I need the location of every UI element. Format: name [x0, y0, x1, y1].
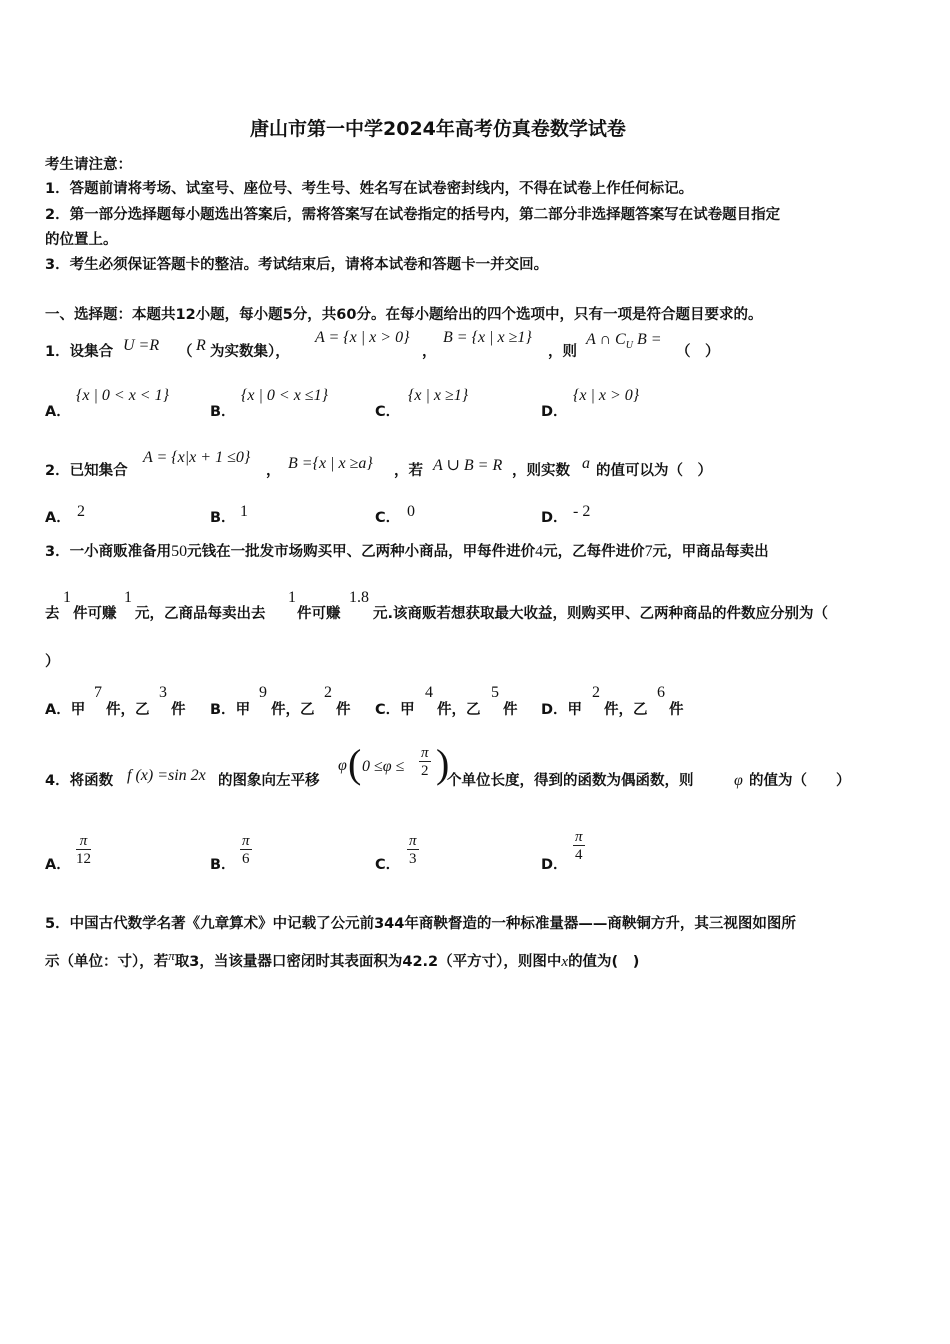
q2-option-label: D．	[541, 510, 568, 526]
q1-option-value: {x | 0 < x < 1}	[76, 387, 169, 404]
q3-option: A．甲	[45, 702, 86, 718]
question-4-paren-left: (	[348, 741, 362, 786]
q1-option-value: {x | 0 < x ≤1}	[241, 387, 328, 404]
q4-option-label: A．	[45, 857, 71, 873]
question-4-function: f (x) =sin 2x	[127, 767, 206, 784]
question-1-then: ，则	[548, 344, 577, 360]
notice-item: 2．第一部分选择题每小题选出答案后，需将答案写在试卷指定的括号内，第二部分非选择题答案写在试卷题目指定	[45, 207, 781, 223]
q4-option-fraction: $\frac{\pi}{4}$	[575, 829, 583, 863]
page-title: 唐山市第一中学2024年高考仿真卷数学试卷	[250, 118, 626, 140]
q4-option-fraction: $\frac{\pi}{12}$	[76, 833, 91, 867]
q4-option-label: C．	[375, 857, 401, 873]
q2-option-value: - 2	[573, 503, 591, 520]
question-1-r-var: R	[196, 337, 206, 354]
q1-option-value: {x | x > 0}	[573, 387, 640, 404]
q3-option-mid: 件，乙	[437, 702, 481, 718]
q2-option-label: B．	[210, 510, 236, 526]
question-3-line1: 3．一小商贩准备用50元钱在一批发市场购买甲、乙两种小商品，甲每件进价4元，乙每件进价7元，甲商品每卖出	[45, 543, 769, 560]
q3-option-end: 件	[171, 702, 186, 718]
question-3-line2-a: 去	[45, 606, 60, 622]
question-4-cond: 0 ≤φ ≤	[362, 758, 405, 775]
question-3-line2-d: 件可赚	[297, 606, 341, 622]
question-3-line2-c: 元，乙商品每卖出去	[135, 606, 266, 622]
question-4-phi: φ	[734, 772, 743, 789]
q1-option-label: C．	[375, 404, 401, 420]
q3-option-n2: 6	[657, 684, 665, 701]
question-2-set-b: B ={x | x ≥a}	[288, 455, 373, 472]
question-4-phi: φ	[338, 757, 347, 774]
q2-option-value: 0	[407, 503, 415, 520]
q1-option-label: B．	[210, 404, 236, 420]
notice-item: 的位置上。	[45, 232, 118, 248]
q1-option-label: A．	[45, 404, 71, 420]
q2-option-label: A．	[45, 510, 71, 526]
q3-option-n1: 2	[592, 684, 600, 701]
question-5-line1: 5．中国古代数学名著《九章算术》中记载了公元前344年商鞅督造的一种标准量器——商鞅铜方升，其三视图如图所	[45, 916, 796, 932]
q1-option-label: D．	[541, 404, 568, 420]
question-3-line2-b: 件可赚	[73, 606, 117, 622]
section-heading: 一、选择题：本题共12小题，每小题5分，共60分。在每小题给出的四个选项中，只有一项是符合题目要求的。	[45, 307, 763, 323]
question-2-set-a: A = {x|x + 1 ≤0}	[143, 449, 251, 466]
question-2-comma: ，	[266, 463, 281, 479]
question-1-set-a: A = {x | x > 0}	[315, 329, 410, 346]
question-2-cond: A ∪ B = R	[433, 457, 503, 474]
q4-option-label: D．	[541, 857, 568, 873]
question-5-line2: 示（单位：寸），若π取3，当该量器口密闭时其表面积为42.2（平方寸），则图中x的值为( )	[45, 948, 640, 970]
notice-heading: 考生请注意：	[45, 157, 132, 173]
question-3-line2-e: 元.该商贩若想获取最大收益，则购买甲、乙两种商品的件数应分别为（	[373, 606, 829, 622]
q3-option-n2: 2	[324, 684, 332, 701]
question-1-label: 1．设集合	[45, 344, 114, 360]
q3-option: D．甲	[541, 702, 583, 718]
q3-option-n2: 5	[491, 684, 499, 701]
question-1-paren: （	[178, 344, 193, 360]
q4-option-label: B．	[210, 857, 236, 873]
notice-item: 3．考生必须保证答题卡的整洁。考试结束后，请将本试卷和答题卡一并交回。	[45, 257, 549, 273]
question-3-sup: 1	[63, 589, 71, 606]
q2-option-label: C．	[375, 510, 401, 526]
q3-option-end: 件	[336, 702, 351, 718]
question-4-text: 的值为（ ）	[749, 773, 851, 789]
q1-option-value: {x | x ≥1}	[408, 387, 469, 404]
q3-option-mid: 件，乙	[106, 702, 150, 718]
q4-option-fraction: $\frac{\pi}{3}$	[409, 833, 417, 867]
question-2-mid: ，若	[394, 463, 423, 479]
question-3-line3: ）	[45, 654, 60, 670]
q3-option-end: 件	[669, 702, 684, 718]
question-4-paren-right: )	[436, 741, 450, 786]
q3-option-n1: 9	[259, 684, 267, 701]
question-2-rest: ，则实数	[512, 463, 570, 479]
q2-option-value: 2	[77, 503, 85, 520]
question-1-expr: A ∩ $C_U$ B =	[586, 331, 662, 352]
question-4-label: 4．将函数	[45, 773, 114, 789]
q3-option-n1: 4	[425, 684, 433, 701]
question-1-r-text: 为实数集），	[210, 344, 290, 360]
question-3-sup: 1	[288, 589, 296, 606]
question-2-rest: 的值可以为（ ）	[596, 463, 712, 479]
notice-item: 1．答题前请将考场、试室号、座位号、考生号、姓名写在试卷密封线内，不得在试卷上作任何标记。	[45, 181, 694, 197]
q3-option-end: 件	[503, 702, 518, 718]
question-3-sup: 1.8	[349, 589, 369, 606]
question-2-var: a	[582, 455, 590, 472]
q4-option-fraction: $\frac{\pi}{6}$	[242, 833, 250, 867]
q3-option-n1: 7	[94, 684, 102, 701]
q3-option-n2: 3	[159, 684, 167, 701]
q3-option: B．甲	[210, 702, 251, 718]
question-1-universe: U =R	[123, 337, 160, 354]
question-1-blank: （ ）	[676, 344, 720, 360]
question-4-text: 的图象向左平移	[218, 773, 320, 789]
question-3-sup: 1	[124, 589, 132, 606]
q2-option-value: 1	[240, 503, 248, 520]
q3-option: C．甲	[375, 702, 415, 718]
q3-option-mid: 件，乙	[604, 702, 648, 718]
question-4-fraction: $\frac{\pi}{2}$	[421, 745, 429, 779]
question-2-label: 2．已知集合	[45, 463, 128, 479]
question-1-comma: ，	[422, 344, 437, 360]
question-1-set-b: B = {x | x ≥1}	[443, 329, 532, 346]
question-4-text: 个单位长度，得到的函数为偶函数，则	[447, 773, 694, 789]
q3-option-mid: 件，乙	[271, 702, 315, 718]
